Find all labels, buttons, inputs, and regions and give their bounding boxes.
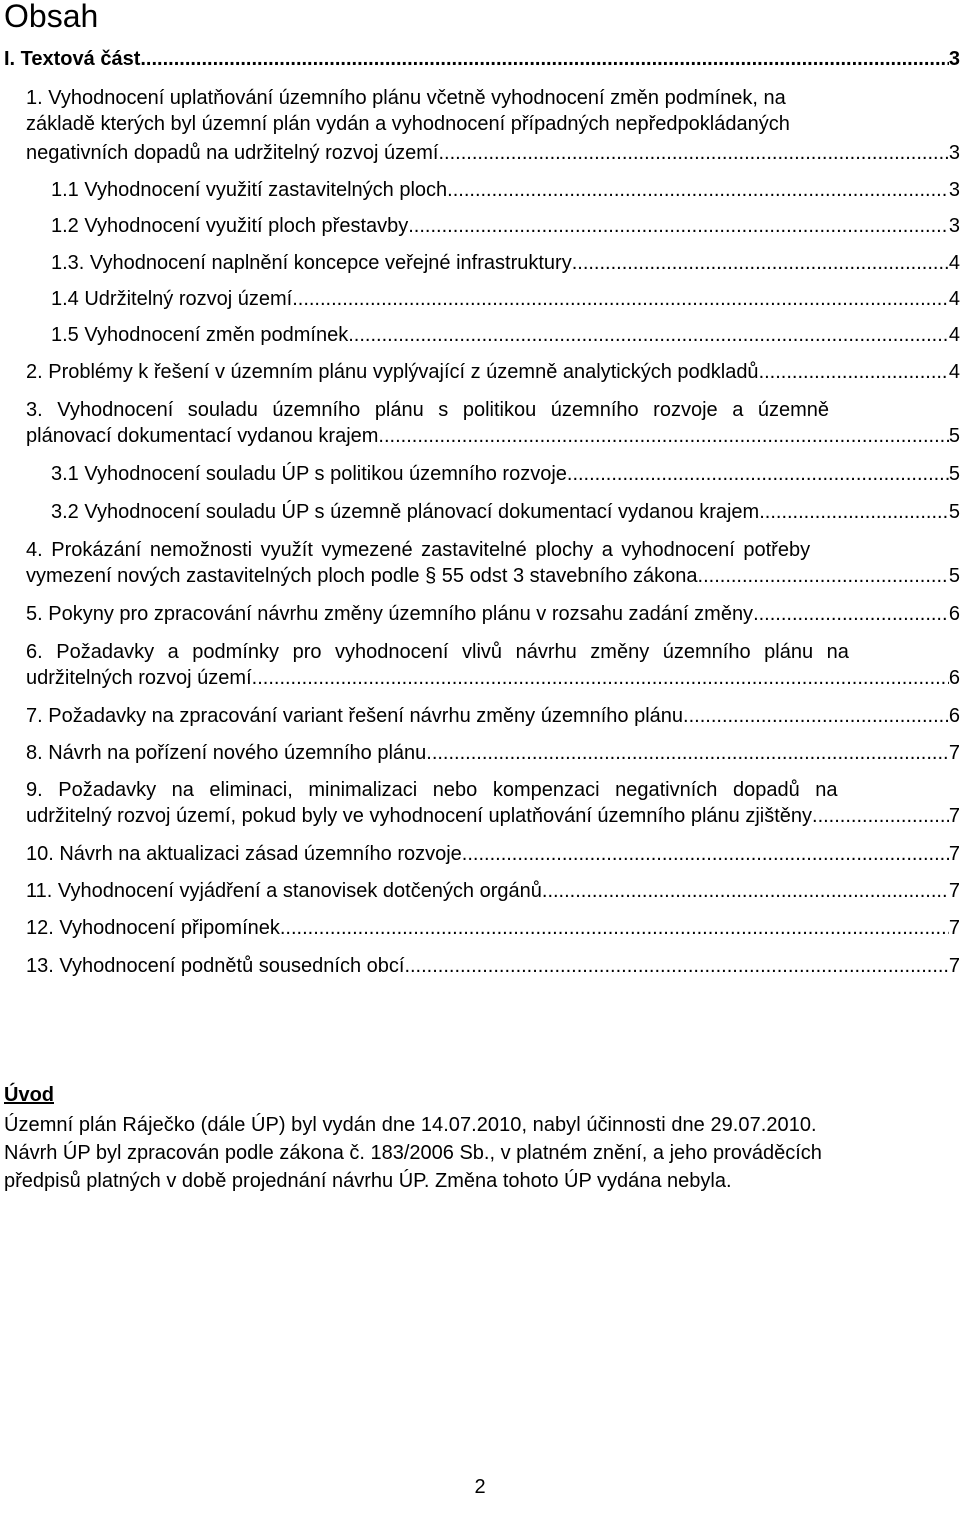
toc-page-number: 5	[948, 501, 960, 523]
toc-page-number: 5	[948, 425, 960, 447]
page-title: Obsah	[4, 0, 99, 34]
toc-entry-label: 10. Návrh na aktualizaci zásad územního rozvoje	[26, 843, 462, 865]
toc-entry-10[interactable]	[26, 842, 960, 866]
toc-entry-label: negativních dopadů na udržitelný rozvoj území	[26, 142, 439, 164]
toc-page-number: 6	[948, 667, 960, 689]
toc-leader-dots	[408, 214, 949, 238]
toc-page-number: 4	[948, 252, 960, 274]
toc-entry-line: základě kterých byl územní plán vydán a vyhodnocení případných nepředpokládaných	[26, 113, 790, 135]
toc-entry-9[interactable]	[26, 778, 960, 802]
toc-entry-label: 12. Vyhodnocení připomínek	[26, 917, 280, 939]
toc-entry-1-2[interactable]	[51, 214, 960, 238]
toc-entry-3-last[interactable]	[26, 424, 960, 448]
toc-entry-label: 1.5 Vyhodnocení změn podmínek	[51, 324, 349, 346]
toc-leader-dots	[698, 564, 949, 588]
toc-leader-dots	[462, 842, 949, 866]
toc-leader-dots	[759, 360, 949, 384]
toc-page-number: 6	[948, 603, 960, 625]
toc-leader-dots	[759, 500, 949, 524]
toc-entry-label: 3.1 Vyhodnocení souladu ÚP s politikou územního rozvoje	[51, 463, 567, 485]
toc-entry-1-4[interactable]	[51, 287, 960, 311]
toc-entry-11[interactable]	[26, 879, 960, 903]
toc-entry-13[interactable]	[26, 954, 960, 978]
toc-page-number: 3	[948, 48, 960, 70]
toc-leader-dots	[292, 287, 949, 311]
toc-entry-1[interactable]	[26, 86, 960, 110]
section-heading-uvod: Úvod	[4, 1084, 54, 1106]
toc-entry-label: 8. Návrh na pořízení nového územního plánu	[26, 742, 427, 764]
toc-page-number: 7	[948, 880, 960, 902]
toc-entry-textova-cast[interactable]	[4, 47, 960, 71]
toc-entry-line: 1. Vyhodnocení uplatňování územního plánu včetně vyhodnocení změn podmínek, na	[26, 87, 786, 109]
toc-page-number: 7	[948, 742, 960, 764]
toc-leader-dots	[447, 178, 949, 202]
toc-leader-dots	[280, 916, 949, 940]
toc-entry-1-5[interactable]	[51, 323, 960, 347]
toc-entry-label: 1.4 Udržitelný rozvoj území	[51, 288, 293, 310]
toc-entry-4[interactable]	[26, 538, 960, 562]
toc-entry-label: vymezení nových zastavitelných ploch podle § 55 odst 3 stavebního zákona	[26, 565, 698, 587]
toc-leader-dots	[252, 666, 949, 690]
toc-entry-line: 9. Požadavky na eliminaci, minimalizaci nebo kompenzaci negativních dopadů na	[26, 779, 838, 801]
toc-entry-4-last[interactable]	[26, 564, 960, 588]
toc-entry-label: 11. Vyhodnocení vyjádření a stanovisek dotčených orgánů	[26, 880, 542, 902]
toc-entry-3[interactable]	[26, 398, 960, 422]
intro-line: Návrh ÚP byl zpracován podle zákona č. 183/2006 Sb., v platném znění, a jeho prováděcích	[4, 1142, 822, 1164]
toc-entry-1-cont[interactable]	[26, 112, 960, 136]
toc-entry-label: 2. Problémy k řešení v územním plánu vyplývající z územně analytických podkladů	[26, 361, 759, 383]
toc-page-number: 5	[948, 463, 960, 485]
toc-entry-3-1[interactable]	[51, 462, 960, 486]
toc-page-number: 4	[948, 288, 960, 310]
toc-entry-label: udržitelný rozvoj území, pokud byly ve vyhodnocení uplatňování územního plánu zjištěny	[26, 805, 813, 827]
toc-entry-label: 13. Vyhodnocení podnětů sousedních obcí	[26, 955, 405, 977]
intro-line: Územní plán Ráječko (dále ÚP) byl vydán dne 14.07.2010, nabyl účinnosti dne 29.07.2010.	[4, 1114, 817, 1136]
toc-leader-dots	[426, 741, 949, 765]
toc-page-number: 7	[948, 843, 960, 865]
toc-leader-dots	[348, 323, 949, 347]
toc-page-number: 6	[948, 705, 960, 727]
toc-leader-dots	[753, 602, 949, 626]
toc-leader-dots	[572, 251, 949, 275]
toc-page-number: 7	[948, 955, 960, 977]
toc-leader-dots	[378, 424, 948, 448]
toc-leader-dots	[438, 141, 948, 165]
toc-entry-label: 1.3. Vyhodnocení naplnění koncepce veřejné infrastruktury	[51, 252, 572, 274]
toc-leader-dots	[812, 804, 949, 828]
toc-page-number: 3	[948, 215, 960, 237]
toc-page-number: 4	[948, 361, 960, 383]
toc-page-number: 4	[948, 324, 960, 346]
toc-page-number: 5	[948, 565, 960, 587]
toc-entry-7[interactable]	[26, 704, 960, 728]
toc-entry-label: 1.1 Vyhodnocení využití zastavitelných ploch	[51, 179, 448, 201]
toc-entry-5[interactable]	[26, 602, 960, 626]
toc-entry-label: udržitelných rozvoj území	[26, 667, 252, 689]
toc-entry-9-last[interactable]	[26, 804, 960, 828]
toc-entry-line: 3. Vyhodnocení souladu územního plánu s politikou územního rozvoje a územně	[26, 399, 830, 421]
toc-entry-2[interactable]	[26, 360, 960, 384]
toc-page-number: 3	[948, 179, 960, 201]
toc-entry-6-last[interactable]	[26, 666, 960, 690]
toc-entry-1-1[interactable]	[51, 178, 960, 202]
toc-entry-line: 4. Prokázání nemožnosti využít vymezené zastavitelné plochy a vyhodnocení potřeby	[26, 539, 811, 561]
toc-leader-dots	[404, 954, 948, 978]
toc-entry-3-2[interactable]	[51, 500, 960, 524]
toc-entry-8[interactable]	[26, 741, 960, 765]
toc-leader-dots	[542, 879, 949, 903]
toc-entry-label: 7. Požadavky na zpracování variant řešení návrhu změny územního plánu	[26, 705, 684, 727]
toc-page-number: 7	[948, 917, 960, 939]
toc-leader-dots	[140, 47, 949, 71]
toc-page-number: 3	[948, 142, 960, 164]
toc-leader-dots	[567, 462, 949, 486]
toc-entry-1-last[interactable]	[26, 141, 960, 165]
toc-entry-label: plánovací dokumentací vydanou krajem	[26, 425, 379, 447]
toc-entry-line: 6. Požadavky a podmínky pro vyhodnocení vlivů návrhu změny územního plánu na	[26, 641, 849, 663]
intro-paragraph	[4, 1111, 960, 1195]
toc-entry-label: 5. Pokyny pro zpracování návrhu změny územního plánu v rozsahu zadání změny	[26, 603, 754, 625]
toc-entry-6[interactable]	[26, 640, 960, 664]
toc-entry-label: 1.2 Vyhodnocení využití ploch přestavby	[51, 215, 409, 237]
page-number: 2	[474, 1476, 486, 1498]
toc-entry-12[interactable]	[26, 916, 960, 940]
toc-entry-label: I. Textová část	[4, 48, 141, 70]
toc-leader-dots	[683, 704, 949, 728]
toc-page-number: 7	[948, 805, 960, 827]
toc-entry-1-3[interactable]	[51, 251, 960, 275]
intro-line: předpisů platných v době projednání návrhu ÚP. Změna tohoto ÚP vydána nebyla.	[4, 1170, 732, 1192]
toc-entry-label: 3.2 Vyhodnocení souladu ÚP s územně plánovací dokumentací vydanou krajem	[51, 501, 760, 523]
